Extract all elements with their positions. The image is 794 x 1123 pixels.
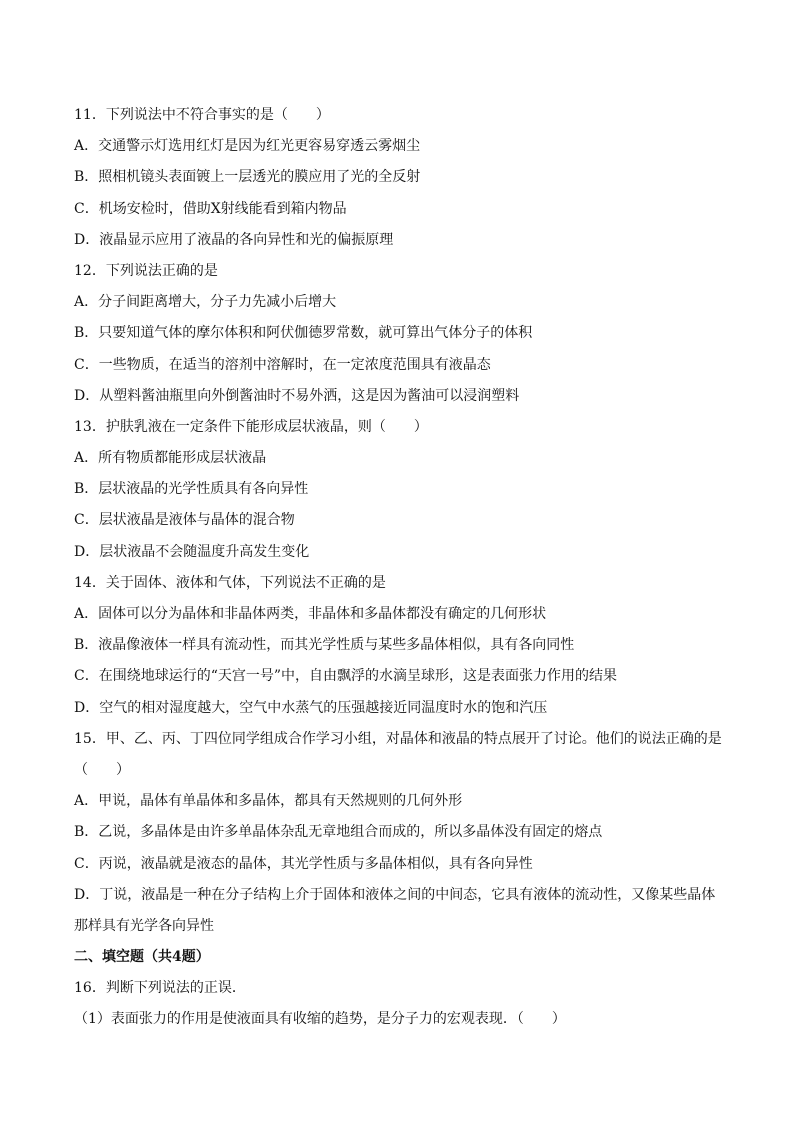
question-11-option-b: B．照相机镜头表面镀上一层透光的膜应用了光的全反射 [74,169,421,186]
question-14-stem: 14．关于固体、液体和气体，下列说法不正确的是 [74,574,386,591]
question-15-stem: 15．甲、乙、丙、丁四位同学组成合作学习小组，对晶体和液晶的特点展开了讨论。他们的说法正确的是 [74,730,722,747]
question-15-stem-continued: （ ） [74,761,130,778]
question-16-item-1: （1）表面张力的作用是使液面具有收缩的趋势，是分子力的宏观表现．（ ） [74,1011,566,1028]
question-15-option-a: A．甲说，晶体有单晶体和多晶体，都具有天然规则的几何外形 [74,793,463,810]
question-12-option-d: D．从塑料酱油瓶里向外倒酱油时不易外洒，这是因为酱油可以浸润塑料 [74,387,520,404]
question-11-option-a: A．交通警示灯选用红灯是因为红光更容易穿透云雾烟尘 [74,138,421,155]
question-13-option-d: D．层状液晶不会随温度升高发生变化 [74,543,310,560]
question-14-option-c: C．在围绕地球运行的“天宫一号”中，自由飘浮的水滴呈球形，这是表面张力作用的结果 [74,668,618,685]
question-13-option-a: A．所有物质都能形成层状液晶 [74,450,267,467]
question-15-option-d-continued: 那样具有光学各向异性 [74,917,214,934]
question-13-option-b: B．层状液晶的光学性质具有各向异性 [74,481,309,498]
question-15-option-b: B．乙说，多晶体是由许多单晶体杂乱无章地组合而成的，所以多晶体没有固定的熔点 [74,824,603,841]
question-13-option-c: C．层状液晶是液体与晶体的混合物 [74,512,295,529]
question-11-option-c: C．机场安检时，借助X射线能看到箱内物品 [74,200,347,217]
question-11-option-d: D．液晶显示应用了液晶的各向异性和光的偏振原理 [74,231,394,248]
question-15-option-d: D．丁说，液晶是一种在分子结构上介于固体和液体之间的中间态，它具有液体的流动性，又像某些晶体 [74,886,716,903]
question-16-stem: 16．判断下列说法的正误． [74,980,246,997]
section-2-title: 二、填空题（共4题） [74,949,210,966]
exam-page [74,100,734,1036]
question-12-option-b: B．只要知道气体的摩尔体积和阿伏伽德罗常数，就可算出气体分子的体积 [74,325,533,342]
question-14-option-b: B．液晶像液体一样具有流动性，而其光学性质与某些多晶体相似，具有各向同性 [74,637,575,654]
question-12-option-c: C．一些物质，在适当的溶剂中溶解时，在一定浓度范围具有液晶态 [74,356,491,373]
question-11-stem: 11．下列说法中不符合事实的是（ ） [74,107,330,123]
question-15-option-c: C．丙说，液晶就是液态的晶体，其光学性质与多晶体相似，具有各向异性 [74,855,533,872]
question-12-stem: 12．下列说法正确的是 [74,262,218,279]
question-14-option-a: A．固体可以分为晶体和非晶体两类，非晶体和多晶体都没有确定的几何形状 [74,606,547,622]
question-13-stem: 13．护肤乳液在一定条件下能形成层状液晶，则（ ） [74,418,428,435]
question-12-option-a: A．分子间距离增大，分子力先减小后增大 [74,294,337,311]
question-14-option-d: D．空气的相对湿度越大，空气中水蒸气的压强越接近同温度时水的饱和汽压 [74,699,548,716]
